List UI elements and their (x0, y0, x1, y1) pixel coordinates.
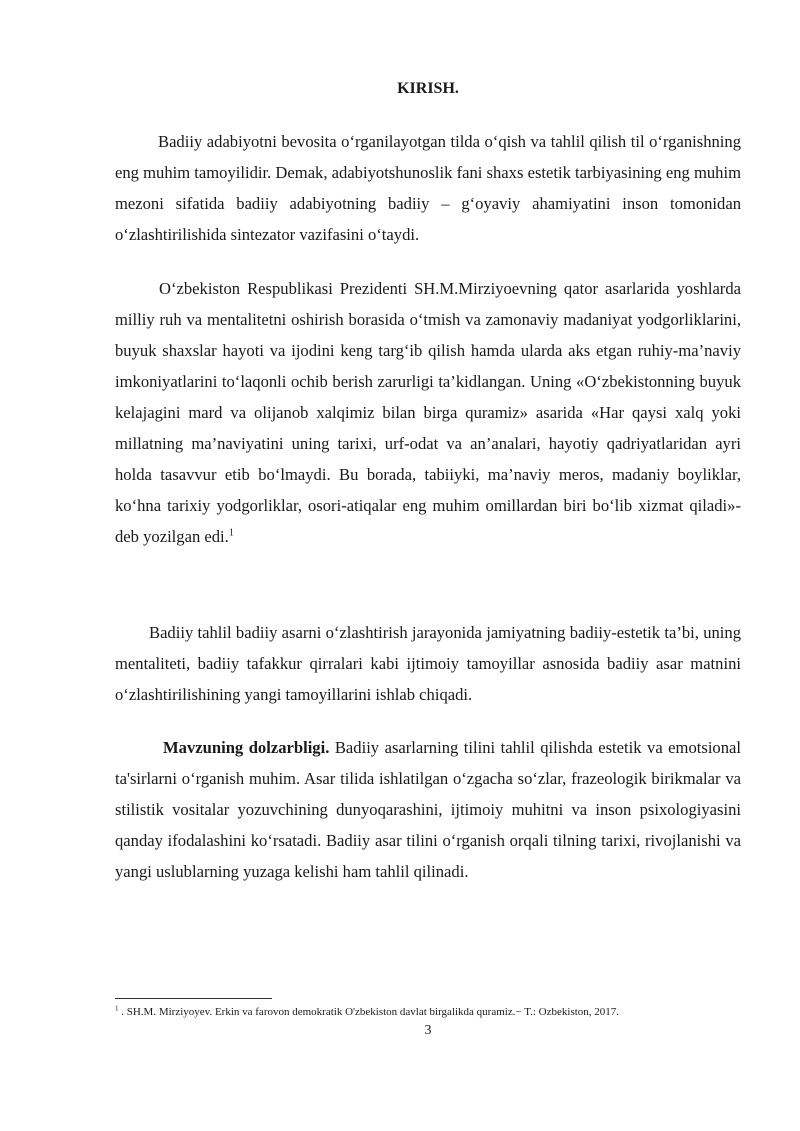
document-page (115, 0, 741, 1131)
relevance-heading: Mavzuning dolzarbligi. (163, 738, 330, 757)
paragraph-intro: Badiiy adabiyotni bevosita o‘rganilayotgan tilda o‘qish va tahlil qilish til o‘rganishning eng muhim tamoyilidir. Demak, adabiyotshunoslik fani shaxs estetik tarbiyasining eng muhim mezoni sifatida badiiy adabiyotning badiiy – g‘oyaviy ahamiyatini inson tomonidan o‘zlashtirilishida sintezator vazifasini o‘taydi. (115, 132, 741, 244)
footnote-marker: 1 (115, 1004, 119, 1013)
paragraph-president-quote (115, 273, 741, 552)
relevance-text: Badiiy asarlarning tilini tahlil qilishda estetik va emotsional ta'sirlarni o‘rganish muhim. Asar tilida ishlatilgan o‘zgacha so‘zlar, frazeologik birikmalar va stilistik vositalar yozuvchining dunyoqarashini, ijtimoiy muhitni va inson psixologiyasini qanday ifodalashini ko‘rsatadi. Badiiy asar tilini o‘rganish orqali tilning tarixi, rivojlanishi va yangi uslublarning yuzaga kelishi ham tahlil qilinadi. (115, 738, 741, 881)
footnote (115, 1004, 755, 1020)
page-title: KIRISH. (397, 80, 459, 97)
paragraph-analysis: Badiiy tahlil badiiy asarni o‘zlashtirish jarayonida jamiyatning badiiy-estetik ta’bi, uning mentaliteti, badiiy tafakkur qirralari kabi ijtimoiy tamoyillar asnosida badiiy asar matnini o‘zlashtirilishining yangi tamoyillarini ishlab chiqadi. (115, 623, 741, 704)
paragraph-president-quote-text: O‘zbekiston Respublikasi Prezidenti SH.M.Mirziyoevning qator asarlarida yoshlarda milliy ruh va mentalitetni oshirish borasida o‘tmish va zamonaviy madaniyat yodgorliklarini, buyuk shaxslar hayoti va ijodini keng targ‘ib qilish hamda ularda aks etgan ruhiy-ma’naviy imkoniyatlarini to‘laqonli ochib berish zarurligi ta’kidlangan. Uning «O‘zbekistonning buyuk kelajagini mard va olijanob xalqimiz bilan birga quramiz» asarida «Har qaysi xalq yoki millatning ma’naviyatini uning tarixi, urf-odat va an’analari, hayotiy qadriyatlaridan ayri holda tasavvur etib bo‘lmaydi. Bu borada, tabiiyki, ma’naviy meros, madaniy boyliklar, ko‘hna tarixiy yodgorliklar, osori-atiqalar eng muhim omillardan biri bo‘lib xizmat qiladi»-deb yozilgan edi. (115, 279, 741, 546)
paragraph-relevance (115, 732, 741, 887)
footnote-divider (115, 998, 272, 999)
page-number: 3 (424, 1023, 432, 1038)
footnote-text: . SH.M. Mirziyoyev. Erkin va farovon demokratik O'zbekiston davlat birgalikda quramiz.− T.: Ozbekiston, 2017. (118, 1006, 620, 1018)
footnote-reference[interactable]: 1 (228, 527, 234, 539)
